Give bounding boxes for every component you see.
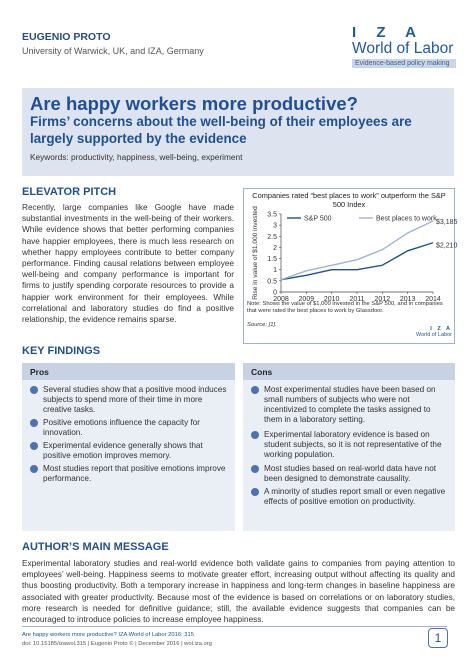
y-tick-label: 2.5 bbox=[267, 233, 277, 241]
bullet-icon bbox=[30, 419, 38, 427]
bullet-icon bbox=[30, 386, 38, 394]
x-tick-label: 2011 bbox=[349, 296, 365, 303]
keywords: Keywords: productivity, happiness, well-being, experiment bbox=[30, 152, 243, 162]
legend-label: S&P 500 bbox=[304, 215, 332, 223]
x-tick-label: 2008 bbox=[273, 296, 289, 303]
chart-title: Companies rated “best places to work” outperform the S&P 500 Index bbox=[252, 191, 446, 209]
pros-header: Pros bbox=[22, 363, 235, 380]
main-message-heading: AUTHOR’S MAIN MESSAGE bbox=[22, 541, 169, 553]
bullet-icon bbox=[251, 431, 259, 439]
x-tick-label: 2010 bbox=[323, 296, 340, 303]
cons-panel bbox=[243, 363, 455, 531]
x-tick-label: 2014 bbox=[425, 296, 441, 303]
cons-header: Cons bbox=[243, 363, 455, 380]
line-chart bbox=[243, 206, 458, 303]
bullet-icon bbox=[251, 465, 259, 473]
series-line bbox=[281, 243, 433, 280]
y-tick-label: 1 bbox=[273, 267, 277, 275]
author-affiliation: University of Warwick, UK, and IZA, Germany bbox=[22, 46, 204, 56]
data-label: $2,210 bbox=[436, 242, 458, 250]
y-tick-label: 3 bbox=[273, 222, 277, 230]
iza-logo-name: World of Labor bbox=[352, 40, 454, 57]
page-number: 1 bbox=[428, 628, 448, 648]
chart-watermark bbox=[414, 326, 452, 338]
main-message-text: Experimental laboratory studies and real-world evidence both validate gains to companies from paying attention to employees’ well-being. Happiness seems to motivate greater effort, increasing output without affecting its quality and thus boosting productivity. Both a temporary increase in happiness and long-term changes in baseline happiness are associated with greater productivity. Because most of the evidence is based on correlations or on laboratory studies, more research is needed for definitive guidance; still, the available evidence suggests that companies can be encouraged to introduce policies to increase employee happiness. bbox=[22, 559, 455, 625]
author-name: EUGENIO PROTO bbox=[22, 31, 111, 43]
x-tick-label: 2013 bbox=[399, 296, 416, 303]
pros-item: Experimental evidence generally shows that positive emotion improves memory. bbox=[30, 441, 230, 461]
y-tick-label: 2 bbox=[273, 244, 277, 252]
pros-item: Positive emotions influence the capacity for innovation. bbox=[30, 418, 230, 438]
chart-watermark-letters: I Z A bbox=[430, 326, 452, 332]
y-axis-label: Rise in value of $1,000 invested bbox=[252, 206, 259, 300]
page-subtitle: Firms’ concerns about the well-being of their employees are largely supported by the evidence bbox=[30, 114, 412, 146]
elevator-pitch-text: Recently, large companies like Google have made substantial investments in the well-being of their workers. While evidence shows that better performing companies have happier employees, there is much less research on whether happy employees contribute to better company performance. Finding causal relations between employee well-being and company performance is important for firms to justify spending corporate resources to provide a happier work environment for their employees. While correlational and laboratory studies do find a positive relationship, the evidence remains sparse. bbox=[22, 203, 234, 325]
bullet-icon bbox=[251, 386, 259, 394]
data-label: $3,185 bbox=[436, 219, 458, 227]
elevator-pitch-heading: ELEVATOR PITCH bbox=[22, 186, 117, 198]
bullet-icon bbox=[251, 488, 259, 496]
pros-item: Most studies report that positive emotions improve performance. bbox=[30, 464, 230, 484]
y-tick-label: 1.5 bbox=[267, 256, 277, 264]
cons-item: A minority of studies report small or even negative effects of positive emotion on productivity. bbox=[251, 487, 451, 507]
chart-note: Note: Shows the value of $1,000 invested in the S&P 500, and in companies that were rated the best places to work by Glassdoor. bbox=[247, 301, 443, 314]
chart-watermark-name: World of Labor bbox=[416, 332, 452, 338]
legend-label: Best places to work bbox=[376, 215, 437, 223]
cons-item: Experimental laboratory evidence is based on student subjects, so it is not representative of the working population. bbox=[251, 430, 451, 460]
y-tick-label: 0 bbox=[273, 289, 277, 297]
y-tick-label: 0.5 bbox=[267, 278, 277, 286]
footer-divider bbox=[22, 626, 447, 627]
iza-logo-tagline: Evidence-based policy making bbox=[352, 59, 456, 68]
page-title: Are happy workers more productive? bbox=[30, 93, 358, 114]
footer-citation: Are happy workers more productive? IZA World of Labor 2016: 315 bbox=[22, 632, 194, 638]
bullet-icon bbox=[30, 442, 38, 450]
x-tick-label: 2009 bbox=[298, 296, 315, 303]
iza-logo-letters: I Z A bbox=[352, 24, 424, 41]
x-tick-label: 2012 bbox=[374, 296, 391, 303]
iza-logo bbox=[352, 24, 456, 72]
y-tick-label: 3.5 bbox=[267, 211, 277, 219]
chart-source: Source: [1]. bbox=[247, 322, 277, 328]
bullet-icon bbox=[30, 465, 38, 473]
key-findings-heading: KEY FINDINGS bbox=[22, 345, 101, 357]
footer-doi: doi: 10.15185/izawol.315 | Eugenio Proto © | December 2016 | wol.iza.org bbox=[22, 641, 212, 647]
cons-item: Most experimental studies have been based on small numbers of subjects who were not incentivized to complete the tasks assigned to them in a laboratory setting. bbox=[251, 385, 451, 425]
pros-item: Several studies show that a positive mood induces subjects to spend more of their time in more creative tasks. bbox=[30, 385, 230, 415]
cons-item: Most studies based on real-world data have not been designed to demonstrate causality. bbox=[251, 464, 451, 484]
pros-panel bbox=[22, 363, 235, 531]
